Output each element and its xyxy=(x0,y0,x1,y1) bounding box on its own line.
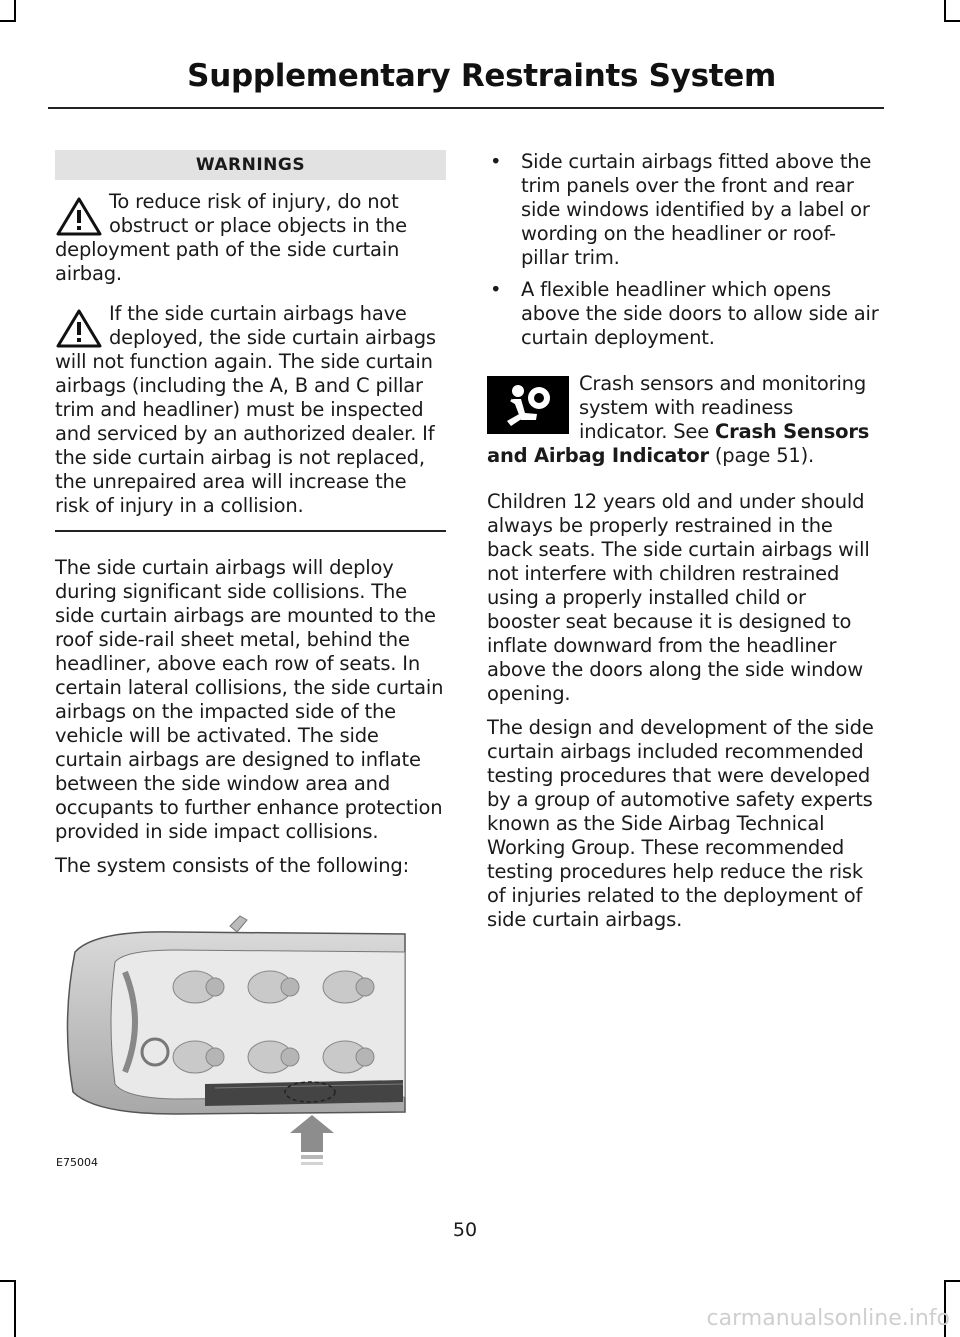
warning-triangle-icon xyxy=(55,308,103,350)
indicator-description: Crash sensors and monitoring system with readiness indicator. See xyxy=(579,372,867,443)
indicator-block xyxy=(487,372,881,468)
left-column xyxy=(55,150,446,878)
body-paragraph: The system consists of the following: xyxy=(55,854,409,877)
crop-mark xyxy=(0,20,14,22)
cross-reference-link[interactable]: Crash Sensors and Airbag Indicator xyxy=(487,420,870,467)
body-paragraph: The side curtain airbags will deploy during significant side collisions. The side curtain airbags are mounted to the roof side-rail sheet metal, behind the headliner, above each row of seats. In certain lateral collisions, the side curtain airbags on the impacted side of the vehicle will be activated. The side curtain airbags are designed to inflate between the side window area and occupants to further enhance protection provided in side impact collisions. xyxy=(55,556,444,843)
crop-mark xyxy=(0,1280,14,1282)
list-item-text: A flexible headliner which opens above the side doors to allow side air curtain deployment. xyxy=(521,278,879,349)
warning-text: If the side curtain airbags have deployed, the side curtain airbags will not function again. The side curtain airbags (including the A, B and C pillar trim and headliner) must be inspected and serviced by an authorized dealer. If the side curtain airbag is not replaced, the unrepaired area will increase the risk of injury in a collision. xyxy=(55,302,436,517)
body-paragraph: Children 12 years old and under should always be properly restrained in the back seats. The side curtain airbags will not interfere with children restrained using a properly installed child or booster seat because it is designed to inflate downward from the headliner above the doors along the side window opening. xyxy=(487,490,870,705)
page-reference: (page 51). xyxy=(708,444,815,467)
title-divider xyxy=(48,107,884,109)
page-title: Supplementary Restraints System xyxy=(187,58,776,94)
warning-text: To reduce risk of injury, do not obstruct or place objects in the deployment path of the side curtain airbag. xyxy=(55,190,407,285)
body-paragraph: The design and development of the side curtain airbags included recommended testing procedures that were developed by a group of automotive safety experts known as the Side Airbag Technical Working Group. These recommended testing procedures help reduce the risk of injuries related to the deployment of side curtain airbags. xyxy=(487,716,874,931)
page-number: 50 xyxy=(452,1219,478,1241)
figure-code: E75004 xyxy=(56,1156,98,1169)
right-column xyxy=(487,150,881,932)
crop-mark xyxy=(14,0,16,22)
vehicle-airbag-illustration xyxy=(55,912,415,1174)
list-item xyxy=(487,278,881,350)
airbag-indicator-icon xyxy=(487,376,569,434)
bullet-marker: • xyxy=(490,278,502,301)
watermark: carmanualsonline.info xyxy=(706,1306,950,1331)
warning-block xyxy=(55,190,446,286)
list-item-text: Side curtain airbags fitted above the trim panels over the front and rear side windows identified by a label or wording on the headliner or roof-pillar trim. xyxy=(521,150,872,269)
warning-triangle-icon xyxy=(55,196,103,238)
crop-mark xyxy=(944,0,946,22)
warning-divider xyxy=(55,530,446,532)
crop-mark xyxy=(14,1280,16,1337)
crop-mark xyxy=(946,20,960,22)
bullet-marker: • xyxy=(490,150,502,173)
list-item xyxy=(487,150,881,270)
warning-block xyxy=(55,302,446,518)
crop-mark xyxy=(946,1280,960,1282)
warnings-heading: WARNINGS xyxy=(55,150,446,180)
